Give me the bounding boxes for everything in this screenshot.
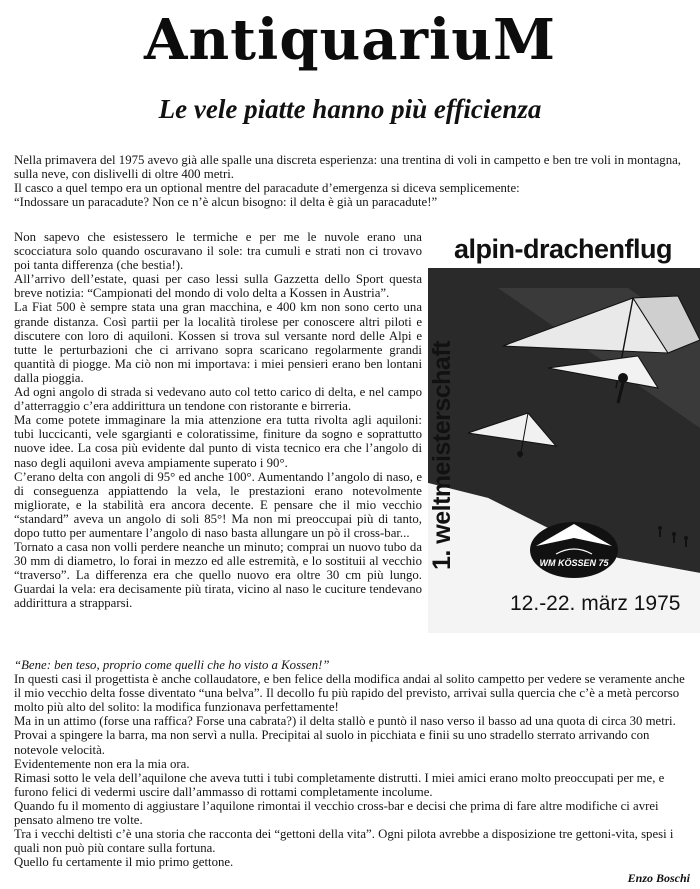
- paragraph: Il casco a quel tempo era un optional mentre del paracadute d’emergenza si diceva semplicemente:: [14, 181, 520, 196]
- paragraph: Ma come potete immaginare la mia attenzione era tutta rivolta agli aquiloni: tubi luccicanti, vele sgargianti e coloratissime, finiture da sogno e soprattutto nuove idee. La cosa più evidente dal punto di vista tecnico era che l’angolo di naso degli aquiloni aveva ampiamente superato i 90°.: [14, 413, 422, 470]
- paragraph: Rimasi sotto le vela dell’aquilone che aveva tutti i tubi completamente distrutti. I miei amici erano molto preoccupati per me, e furono felici di vedermi uscire dall’ammasso di rottami completamente incolume.: [14, 770, 665, 799]
- article-body-top: [14, 153, 692, 209]
- paragraph: All’arrivo dell’estate, quasi per caso lessi sulla Gazzetta dello Sport questa breve notizia: “Campionati del mondo di volo delta a Kossen in Austria”.: [14, 272, 422, 301]
- author-signature: Enzo Boschi: [627, 871, 690, 885]
- article-body-column: [14, 230, 422, 611]
- poster-headline: alpin-drachenflug: [454, 234, 673, 264]
- paragraph: Non sapevo che esistessero le termiche e per me le nuvole erano una scocciatura solo quando oscuravano il sole: tra cumuli e strati non ci trovavo poi tanta differenza (che bestia!).: [14, 230, 422, 273]
- paragraph: Tra i vecchi deltisti c’è una storia che racconta dei “gettoni della vita”. Ogni pilota avrebbe a disposizione tre gettoni-vita, spesi i quali non può più contare sulla fortuna.: [14, 827, 674, 856]
- paragraph: La Fiat 500 è sempre stata una gran macchina, e 400 km non sono certo una grande distanza. Così partii per la località tirolese per conoscere altri piloti e discutere con loro di aquiloni. Kossen si trova sul versante nord delle Alpi e tutte le perturbazioni che ci arrivano sopra scaricano regolarmente grandi quantità di piogge. Ma ciò non mi importava: i miei pensieri erano ben lontani dalla pioggia.: [14, 300, 422, 385]
- poster-vertical-text: 1. weltmeisterschaft: [428, 341, 456, 570]
- paragraph: Ad ogni angolo di strada si vedevano auto col tetto carico di delta, e nel campo d’atterraggio c’era addirittura un tendone con ristorante e birreria.: [14, 385, 422, 414]
- paragraph: Ma in un attimo (forse una raffica? Forse una cabrata?) il delta stallò e puntò il naso verso il basso ad una quota di circa 30 metri. Provai a spingere la barra, ma non servì a nulla. Precipitai al suolo in picchiata e finii su uno stradello sterrato arrivando con notevole velocità.: [14, 714, 676, 757]
- article-title: Le vele piatte hanno più efficienza: [158, 94, 542, 124]
- paragraph: Quando fu il momento di aggiustare l’aquilone rimontai il vecchio cross-bar e decisi che prima di fare altre modifiche ci avrei pensato almeno tre volte.: [14, 798, 659, 828]
- wm-kossen-badge: [530, 522, 618, 578]
- poster-badge-label: WM KÖSSEN 75: [539, 558, 609, 568]
- poster-dates: 12.-22. märz 1975: [510, 592, 681, 615]
- article-body-bottom: [14, 658, 692, 869]
- quote: “Bene: ben teso, proprio come quelli che ho visto a Kossen!”: [14, 658, 330, 672]
- paragraph: “Indossare un paracadute? Non ce n’è alcun bisogno: il delta è già un paracadute!”: [14, 195, 438, 210]
- paragraph: In questi casi il progettista è anche collaudatore, e ben felice della modifica andai al solito campetto per vedere se veramente anche il mio vecchio delta fosse diventato “una belva”. Il decollo fu più rapido del previsto, arrivai sulla quercia che c’è a metà percorso molto più alto del solito: la modifica funzionava perfettamente!: [14, 672, 685, 715]
- paragraph: Evidentemente non era la mia ora.: [14, 756, 190, 771]
- paragraph: Quello fu certamente il mio primo gettone.: [14, 855, 234, 870]
- paragraph: C’erano delta con angoli di 95° ed anche 100°. Aumentando l’angolo di naso, e di conseguenza appiattendo la vela, le prestazioni erano notevolmente migliorate, e la stabilità era ancora decente. E pensare che il mio vecchio “standard” aveva un angolo di soli 85°! Ma non mi preoccupai più di tanto, dopo tutto per aumentare l’angolo di naso basta allungare un pò il cross-bar...: [14, 469, 422, 540]
- paragraph: Tornato a casa non volli perdere neanche un minuto; comprai un nuovo tubo da 30 mm di diametro, lo forai in mezzo ed alle estremità, e lo sostituii al vecchio “traverso”. La differenza era che quello nuovo era oltre 30 cm più lungo. Guardai la vela: era decisamente più tirata, vicino al naso le cuciture tendevano addirittura a strapparsi.: [14, 540, 422, 611]
- magazine-masthead: AntiquariuM: [144, 7, 556, 73]
- paragraph: Nella primavera del 1975 avevo già alle spalle una discreta esperienza: una trentina di voli in campetto e ben tre voli in montagna, sulla neve, con dislivelli di oltre 400 metri.: [14, 153, 681, 182]
- championship-poster: [428, 228, 700, 633]
- poster-artwork: [428, 228, 700, 633]
